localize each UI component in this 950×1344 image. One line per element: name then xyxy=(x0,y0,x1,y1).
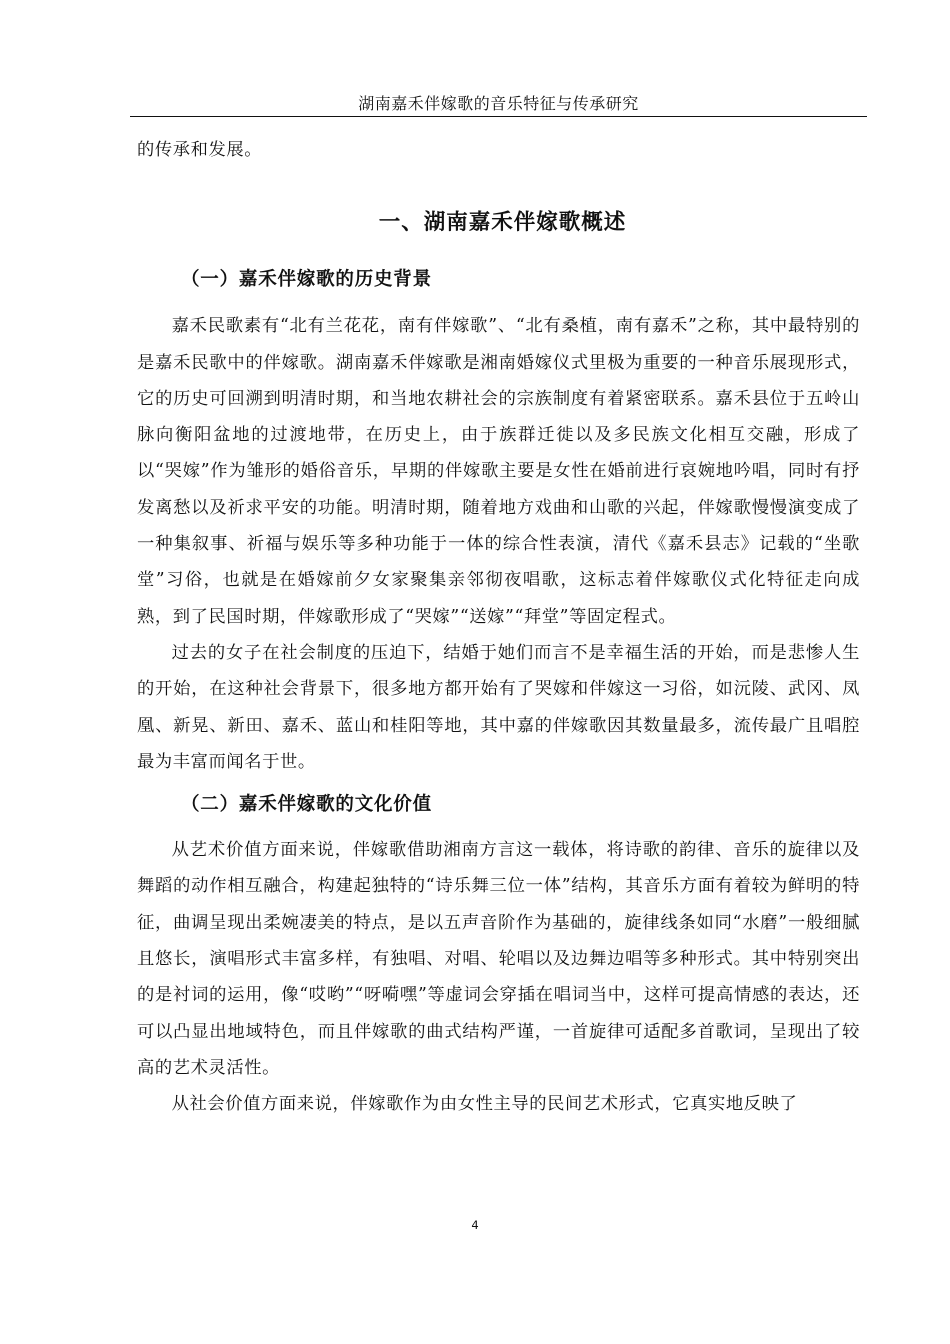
header-divider xyxy=(130,116,867,117)
section-title-cultural-value: （二）嘉禾伴嫁歌的文化价值 xyxy=(181,794,432,816)
chapter-title: 一、湖南嘉禾伴嫁歌概述 xyxy=(378,210,627,236)
page-number: 4 xyxy=(471,1218,479,1232)
page-body xyxy=(137,132,860,1123)
paragraph: 过去的女子在社会制度的压迫下，结婚于她们而言不是幸福生活的开始，而是悲惨人生的开始，在这种社会背景下，很多地方都开始有了哭嫁和伴嫁这一习俗，如沅陵、武冈、凤凰、新晃、新田、嘉禾、蓝山和桂阳等地，其中嘉的伴嫁歌因其数量最多，流传最广且唱腔最为丰富而闻名于世。 xyxy=(137,642,860,772)
running-header: 湖南嘉禾伴嫁歌的音乐特征与传承研究 xyxy=(358,94,639,113)
section-title-history: （一）嘉禾伴嫁歌的历史背景 xyxy=(181,269,432,291)
paragraph: 嘉禾民歌素有“北有兰花花，南有伴嫁歌”、“北有桑植，南有嘉禾”之称，其中最特别的是嘉禾民歌中的伴嫁歌。湖南嘉禾伴嫁歌是湘南婚嫁仪式里极为重要的一种音乐展现形式，它的历史可回溯到明清时期，和当地农耕社会的宗族制度有着紧密联系。嘉禾县位于五岭山脉向衡阳盆地的过渡地带，在历史上，由于族群迁徙以及多民族文化相互交融，形成了以“哭嫁”作为雏形的婚俗音乐，早期的伴嫁歌主要是女性在婚前进行哀婉地吟唱，同时有抒发离愁以及祈求平安的功能。明清时期，随着地方戏曲和山歌的兴起，伴嫁歌慢慢演变成了一种集叙事、祈福与娱乐等多种功能于一体的综合性表演，清代《嘉禾县志》记载的“坐歌堂”习俗，也就是在婚嫁前夕女家聚集亲邻彻夜唱歌，这标志着伴嫁歌仪式化特征走向成熟，到了民国时期，伴嫁歌形成了“哭嫁”“送嫁”“拜堂”等固定程式。 xyxy=(137,316,860,627)
paragraph: 从艺术价值方面来说，伴嫁歌借助湘南方言这一载体，将诗歌的韵律、音乐的旋律以及舞蹈的动作相互融合，构建起独特的“诗乐舞三位一体”结构，其音乐方面有着较为鲜明的特征，曲调呈现出柔婉凄美的特点，是以五声音阶作为基础的，旋律线条如同“水磨”一般细腻且悠长，演唱形式丰富多样，有独唱、对唱、轮唱以及边舞边唱等多种形式。其中特别突出的是衬词的运用，像“哎哟”“呀嗬嘿”等虚词会穿插在唱词当中，这样可提高情感的表达，还可以凸显出地域特色，而且伴嫁歌的曲式结构严谨，一首旋律可适配多首歌词，呈现出了较高的艺术灵活性。 xyxy=(137,840,860,1078)
paragraph: 从社会价值方面来说，伴嫁歌作为由女性主导的民间艺术形式，它真实地反映了 xyxy=(171,1094,798,1115)
continuation-text: 的传承和发展。 xyxy=(137,140,263,160)
